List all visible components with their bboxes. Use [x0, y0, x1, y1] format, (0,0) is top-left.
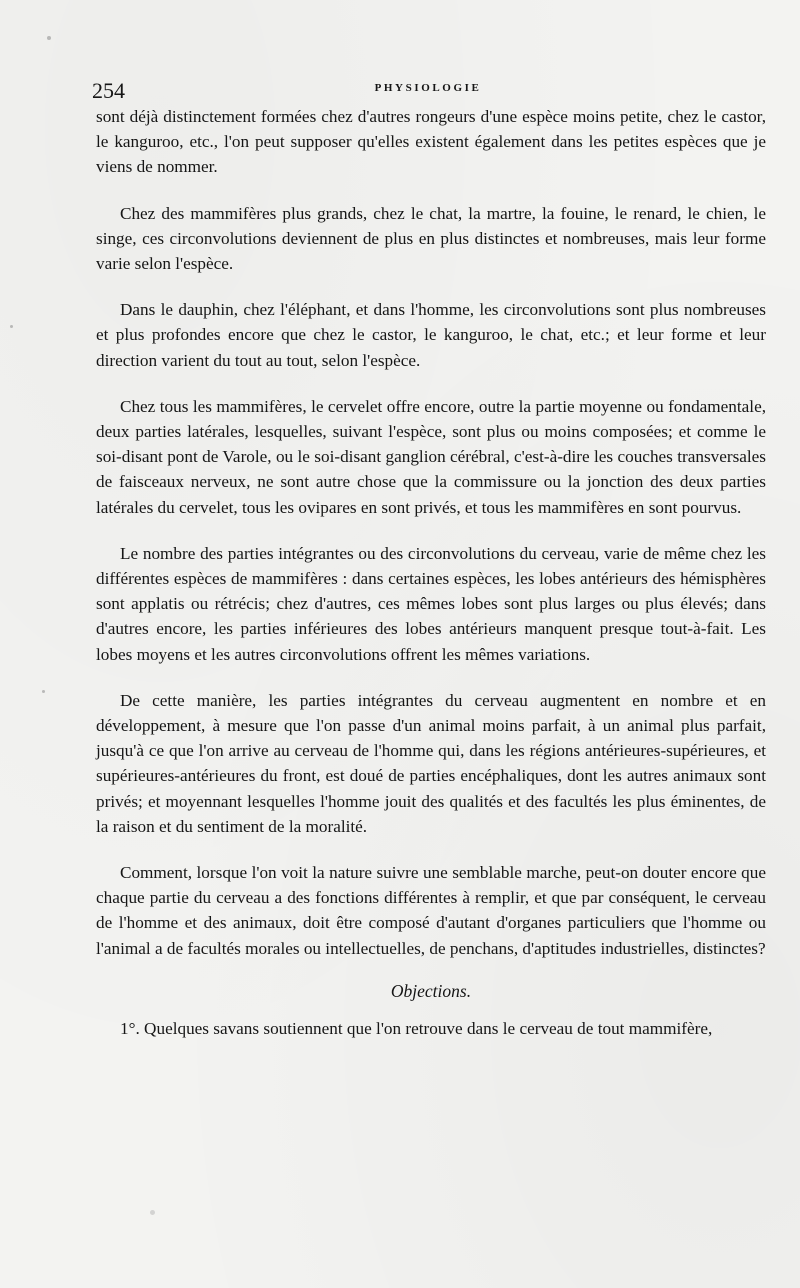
paragraph: Comment, lorsque l'on voit la nature suivre une semblable marche, peut-on douter encore que chaque partie du cerveau a des fonctions différentes à remplir, et que par conséquent, le cerveau de l'homme et des animaux, doit être composé d'autant d'organes particuliers que l'homme ou l'animal a de facultés morales ou intellectuelles, de penchans, d'aptitudes industrielles, distinctes? — [96, 863, 766, 958]
paragraph: sont déjà distinctement formées chez d'autres rongeurs d'une espèce moins petite, chez le castor, le kanguroo, etc., l'on peut supposer qu'elles existent également dans les petites espèces que je viens de nommer. — [96, 107, 766, 177]
paragraph: De cette manière, les parties intégrantes du cerveau augmentent en nombre et en développement, à mesure que l'on passe d'un animal moins parfait, à un animal plus parfait, jusqu'à ce que l'on arrive au cerveau de l'homme qui, dans les régions antérieures-supérieures, et supérieures-antérieures du front, est doué de parties encéphaliques, dont les autres animaux sont privés; et moyennant lesquelles l'homme jouit des qualités et des facultés les plus éminentes, de la raison et du sentiment de la moralité. — [96, 690, 766, 836]
running-head: PHYSIOLOGIE — [374, 82, 482, 94]
paragraph: Chez des mammifères plus grands, chez le chat, la martre, la fouine, le renard, le chien, le singe, ces circonvolutions deviennent de plus en plus distinctes et nombreuses, mais leur forme varie selon l'espèce. — [96, 203, 766, 274]
paper-speck — [47, 36, 51, 40]
body-text — [96, 104, 766, 1041]
paper-speck — [150, 1210, 155, 1215]
page-number: 254 — [92, 78, 125, 103]
section-heading: Objections. — [390, 980, 472, 1001]
paragraph: 1°. Quelques savans soutiennent que l'on retrouve dans le cerveau de tout mammifère, — [120, 1019, 713, 1039]
page-header — [92, 78, 764, 104]
paper-speck — [10, 325, 13, 328]
paragraph: Le nombre des parties intégrantes ou des circonvolutions du cerveau, varie de même chez les différentes espèces de mammifères : dans certaines espèces, les lobes antérieurs des hémisphères sont applatis ou rétrécis; chez d'autres, ces mêmes lobes sont plus larges ou plus élevés; dans d'autres encore, les parties inférieures des lobes antérieurs manquent presque tout-à-fait. Les lobes moyens et les autres circonvolutions offrent les mêmes variations. — [96, 543, 766, 664]
paragraph: Dans le dauphin, chez l'éléphant, et dans l'homme, les circonvolutions sont plus nombreuses et plus profondes encore que chez le castor, le kanguroo, le chat, etc.; et leur forme et leur direction varient du tout au tout, selon l'espèce. — [96, 300, 766, 370]
paragraph: Chez tous les mammifères, le cervelet offre encore, outre la partie moyenne ou fondamentale, deux parties latérales, lesquelles, suivant l'espèce, sont plus ou moins composées; et comme le soi-disant pont de Varole, ou le soi-disant ganglion cérébral, c'est-à-dire les couches transversales de faisceaux nerveux, ne sont autre chose que la commissure ou la jonction des deux parties latérales du cervelet, tous les ovipares en sont privés, et tous les mammifères en sont pourvus. — [96, 396, 766, 517]
paper-speck — [42, 690, 45, 693]
